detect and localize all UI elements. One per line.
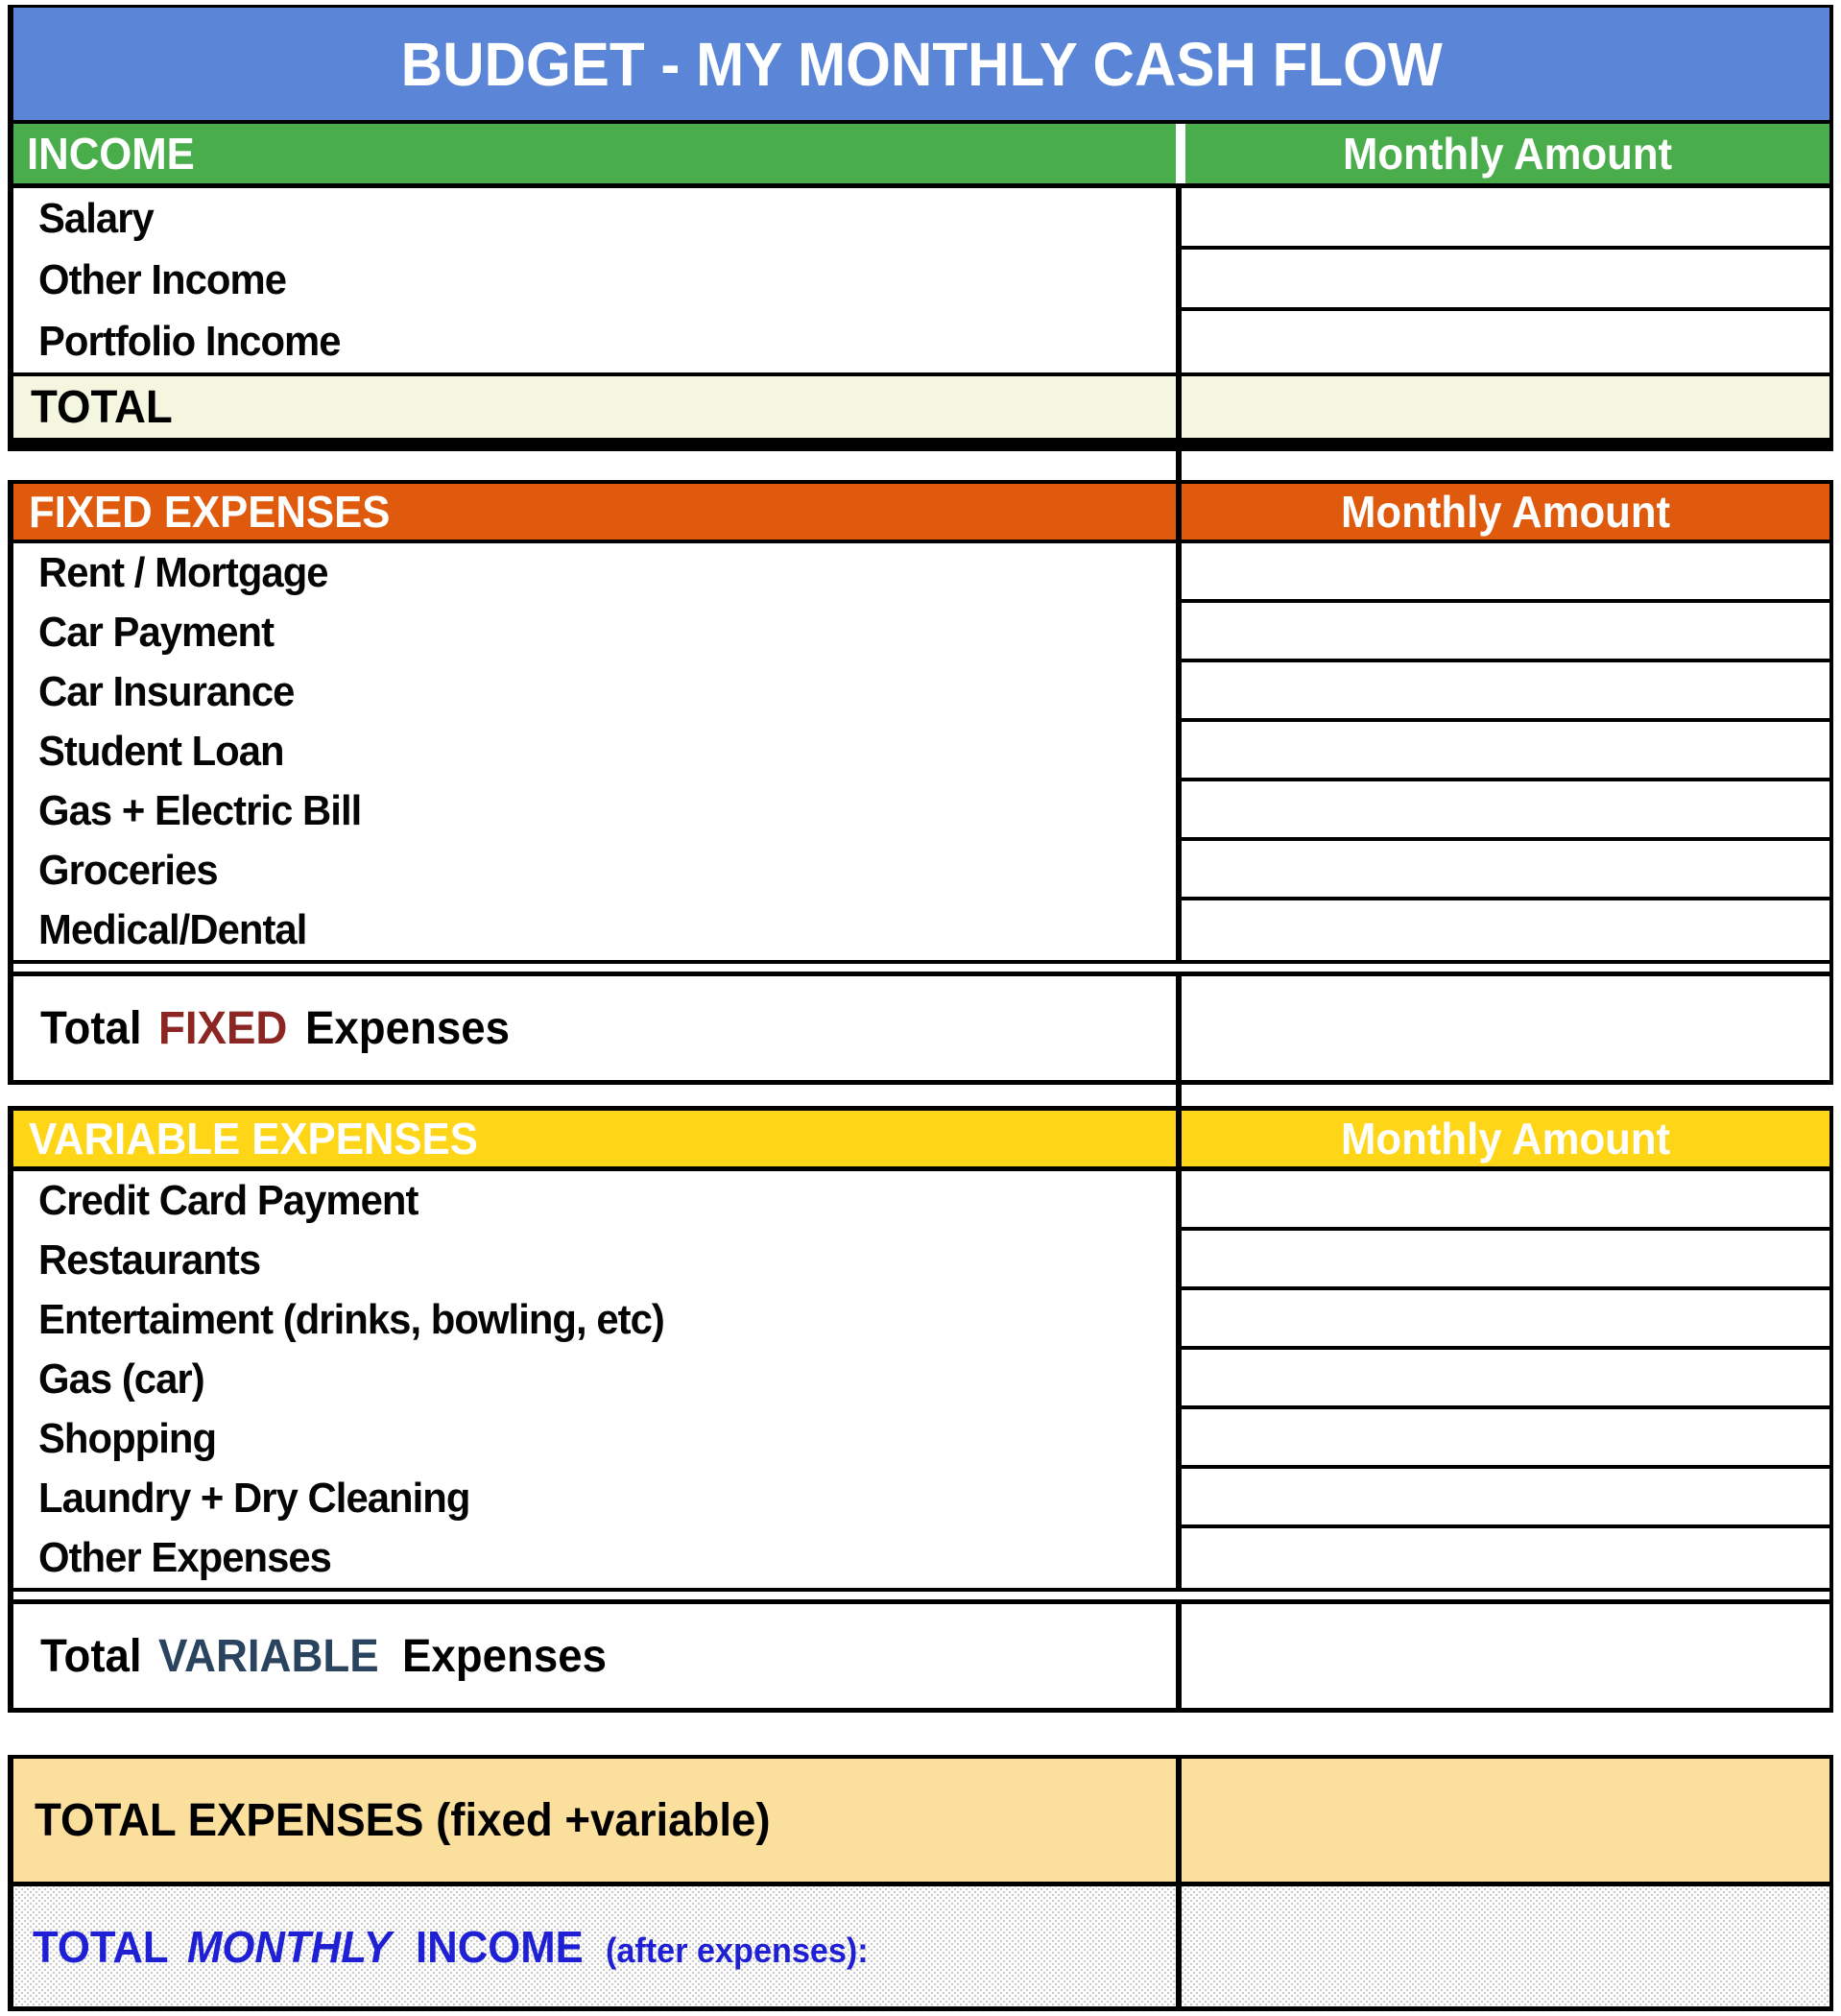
income-label-cell bbox=[13, 188, 1176, 250]
fixed-amount-cell-5[interactable] bbox=[1176, 841, 1829, 900]
fixed-header-cell bbox=[13, 484, 1176, 540]
income-row-label: Other Income bbox=[38, 256, 287, 303]
fixed-amount-cell-2[interactable] bbox=[1176, 662, 1829, 722]
main-table bbox=[8, 5, 1833, 1713]
variable-row-gas-car bbox=[8, 1350, 1833, 1409]
variable-row-label: Gas (car) bbox=[38, 1356, 204, 1403]
income-header-label: INCOME bbox=[27, 129, 195, 179]
variable-row-label: Laundry + Dry Cleaning bbox=[38, 1475, 470, 1522]
net-income-row bbox=[8, 1886, 1833, 2011]
fixed-total-label-cell bbox=[13, 976, 1176, 1080]
fixed-total-amount-cell[interactable] bbox=[1176, 976, 1829, 1080]
income-label-cell bbox=[13, 250, 1176, 311]
income-amount-cell-0[interactable] bbox=[1176, 188, 1829, 250]
income-total-row bbox=[8, 372, 1833, 438]
fixed-amount-cell-3[interactable] bbox=[1176, 722, 1829, 781]
fixed-amount-cell-4[interactable] bbox=[1176, 781, 1829, 841]
income-amount-cell-2[interactable] bbox=[1176, 311, 1829, 372]
total-expenses-row bbox=[8, 1755, 1833, 1886]
fixed-row-rent bbox=[8, 543, 1833, 603]
variable-row-label: Restaurants bbox=[38, 1236, 261, 1284]
summary-table bbox=[8, 1755, 1833, 2011]
fixed-row-car-payment bbox=[8, 603, 1833, 662]
income-total-label: TOTAL bbox=[31, 381, 173, 433]
total-expenses-label-cell bbox=[13, 1759, 1176, 1882]
income-row-label: Portfolio Income bbox=[38, 318, 341, 365]
income-amount-header-cell bbox=[1176, 124, 1829, 183]
income-row-salary bbox=[8, 188, 1833, 250]
title-bar bbox=[8, 5, 1833, 124]
fixed-total-emphasis: FIXED bbox=[158, 1002, 288, 1054]
fixed-row-label: Gas + Electric Bill bbox=[38, 787, 362, 834]
page-title: BUDGET - MY MONTHLY CASH FLOW bbox=[400, 29, 1443, 99]
spacer-row bbox=[8, 451, 1833, 480]
variable-amount-cell-0[interactable] bbox=[1176, 1171, 1829, 1231]
net-income-label-cell bbox=[13, 1886, 1176, 2006]
income-header-cell bbox=[13, 124, 1176, 183]
variable-row-label: Credit Card Payment bbox=[38, 1177, 418, 1224]
variable-header-label: VARIABLE EXPENSES bbox=[29, 1114, 478, 1164]
variable-row-credit-card bbox=[8, 1171, 1833, 1231]
net-income-amount-cell[interactable] bbox=[1176, 1886, 1829, 2006]
variable-row-shopping bbox=[8, 1409, 1833, 1469]
fixed-amount-header-label: Monthly Amount bbox=[1340, 487, 1671, 537]
income-total-amount-cell[interactable] bbox=[1176, 376, 1829, 438]
fixed-total-prefix: Total bbox=[40, 1002, 142, 1054]
variable-amount-header-cell bbox=[1176, 1111, 1829, 1166]
double-line-separator bbox=[8, 960, 1833, 976]
variable-amount-header-label: Monthly Amount bbox=[1340, 1114, 1671, 1164]
income-total-label-cell bbox=[13, 376, 1176, 438]
fixed-row-label: Groceries bbox=[38, 847, 218, 894]
variable-row-label: Entertaiment (drinks, bowling, etc) bbox=[38, 1296, 664, 1343]
variable-expenses-header-row bbox=[8, 1106, 1833, 1171]
variable-row-restaurants bbox=[8, 1231, 1833, 1290]
variable-row-entertainment bbox=[8, 1290, 1833, 1350]
double-line-separator bbox=[8, 1588, 1833, 1604]
fixed-row-label: Rent / Mortgage bbox=[38, 549, 328, 596]
fixed-expenses-header-row bbox=[8, 480, 1833, 543]
variable-amount-cell-3[interactable] bbox=[1176, 1350, 1829, 1409]
net-income-word-total: TOTAL bbox=[33, 1921, 169, 1972]
income-row-other bbox=[8, 250, 1833, 311]
total-expenses-label: TOTAL EXPENSES (fixed +variable) bbox=[35, 1794, 771, 1846]
variable-amount-cell-4[interactable] bbox=[1176, 1409, 1829, 1469]
variable-total-amount-cell[interactable] bbox=[1176, 1604, 1829, 1708]
section-divider-bar bbox=[8, 438, 1833, 451]
variable-amount-cell-6[interactable] bbox=[1176, 1528, 1829, 1588]
variable-amount-cell-2[interactable] bbox=[1176, 1290, 1829, 1350]
fixed-total-suffix: Expenses bbox=[305, 1002, 511, 1054]
variable-total-prefix: Total bbox=[40, 1630, 142, 1682]
fixed-row-medical bbox=[8, 900, 1833, 960]
income-amount-header-label: Monthly Amount bbox=[1342, 129, 1673, 179]
income-label-cell bbox=[13, 311, 1176, 372]
income-amount-cell-1[interactable] bbox=[1176, 250, 1829, 311]
fixed-amount-cell-0[interactable] bbox=[1176, 543, 1829, 603]
fixed-amount-header-cell bbox=[1176, 484, 1829, 540]
variable-total-row bbox=[8, 1604, 1833, 1713]
variable-total-suffix: Expenses bbox=[401, 1630, 607, 1682]
variable-total-emphasis: VARIABLE bbox=[158, 1630, 379, 1682]
income-row-label: Salary bbox=[38, 195, 154, 242]
net-income-word-monthly: MONTHLY bbox=[187, 1921, 392, 1972]
variable-row-laundry bbox=[8, 1469, 1833, 1528]
fixed-row-student-loan bbox=[8, 722, 1833, 781]
fixed-row-gas-electric bbox=[8, 781, 1833, 841]
fixed-row-groceries bbox=[8, 841, 1833, 900]
variable-header-cell bbox=[13, 1111, 1176, 1166]
total-expenses-amount-cell[interactable] bbox=[1176, 1759, 1829, 1882]
variable-row-label: Shopping bbox=[38, 1415, 217, 1462]
fixed-amount-cell-6[interactable] bbox=[1176, 900, 1829, 960]
fixed-total-row bbox=[8, 976, 1833, 1085]
income-row-portfolio bbox=[8, 311, 1833, 372]
variable-amount-cell-1[interactable] bbox=[1176, 1231, 1829, 1290]
fixed-row-label: Medical/Dental bbox=[38, 906, 307, 953]
fixed-row-label: Car Payment bbox=[38, 609, 275, 656]
fixed-header-label: FIXED EXPENSES bbox=[29, 487, 391, 537]
fixed-row-label: Car Insurance bbox=[38, 668, 295, 715]
fixed-row-car-insurance bbox=[8, 662, 1833, 722]
net-income-word-income: INCOME bbox=[416, 1921, 584, 1972]
income-header-row bbox=[8, 124, 1833, 188]
variable-row-label: Other Expenses bbox=[38, 1534, 331, 1581]
fixed-amount-cell-1[interactable] bbox=[1176, 603, 1829, 662]
variable-amount-cell-5[interactable] bbox=[1176, 1469, 1829, 1528]
fixed-row-label: Student Loan bbox=[38, 728, 284, 775]
variable-total-label-cell bbox=[13, 1604, 1176, 1708]
spacer-row bbox=[8, 1085, 1833, 1106]
net-income-note: (after expenses): bbox=[606, 1930, 869, 1970]
variable-row-other bbox=[8, 1528, 1833, 1588]
